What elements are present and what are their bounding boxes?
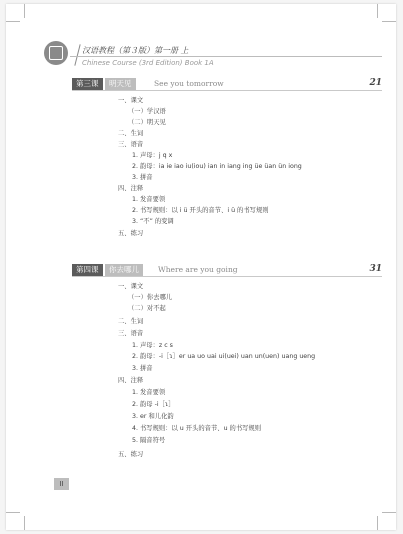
outline-item: 4. 书写规则：以 u 开头的音节、u 的书写规则 xyxy=(132,425,262,432)
crop-mark xyxy=(382,512,396,513)
crop-mark xyxy=(6,21,20,22)
outline-item: （一）你去哪儿 xyxy=(128,294,173,301)
outline-item: 3. er 和儿化韵 xyxy=(132,413,174,420)
lesson-page-number: 31 xyxy=(369,264,382,274)
outline-item: 四、注释 xyxy=(118,377,144,384)
outline-item: 一、课文 xyxy=(118,283,144,290)
outline-item: 3. 拼音 xyxy=(132,365,153,372)
lesson-english-title: See you tomorrow xyxy=(154,79,224,88)
outline-item: 1. 声母：z c s xyxy=(132,342,173,349)
outline-item: 3. 拼音 xyxy=(132,174,153,181)
header-divider xyxy=(74,44,80,66)
lesson-title: 你去哪儿 xyxy=(105,264,143,276)
outline-item: 二、生词 xyxy=(118,318,144,325)
crop-mark xyxy=(377,516,378,530)
crop-mark xyxy=(377,4,378,18)
outline-item: 2. 韵母 -i［ɿ］ xyxy=(132,401,175,408)
outline-item: 1. 声母：j q x xyxy=(132,152,173,159)
outline-item: 1. 发音要领 xyxy=(132,196,166,203)
outline-item: 3. “不” 的变调 xyxy=(132,218,174,225)
outline-item: 五、练习 xyxy=(118,451,144,458)
book-subtitle: Chinese Course (3rd Edition) Book 1A xyxy=(82,59,214,67)
crop-mark xyxy=(382,21,396,22)
lesson-3-heading xyxy=(72,78,382,90)
outline-item: 2. 韵母：-i［ɿ］er ua uo uai ui(uei) uan un(uen) uang ueng xyxy=(132,353,316,360)
book-logo-icon xyxy=(44,41,68,65)
lesson-english-title: Where are you going xyxy=(158,265,238,274)
lesson-number: 第三课 xyxy=(72,78,103,90)
outline-item: 5. 隔音符号 xyxy=(132,437,166,444)
lesson-4-heading xyxy=(72,264,382,276)
lesson-number: 第四课 xyxy=(72,264,103,276)
crop-mark xyxy=(24,4,25,18)
book-title: 汉语教程（第３版）第一册 上 xyxy=(82,46,189,55)
outline-item: 四、注释 xyxy=(118,185,144,192)
outline-item: 1. 发音要领 xyxy=(132,389,166,396)
outline-item: 三、语音 xyxy=(118,330,144,337)
outline-item: （二）对不起 xyxy=(128,305,166,312)
page-number: II xyxy=(54,478,69,490)
outline-item: 一、课文 xyxy=(118,97,144,104)
outline-item: 五、练习 xyxy=(118,230,144,237)
lesson-title: 明天见 xyxy=(105,78,136,90)
outline-item: （一）学汉语 xyxy=(128,108,166,115)
outline-item: 2. 书写规则：以 i ü 开头的音节、i ü 的书写规则 xyxy=(132,207,269,214)
lesson-page-number: 21 xyxy=(369,78,382,88)
outline-item: 2. 韵母：ia ie iao iu(iou) ian in iang ing üe üan ün iong xyxy=(132,163,302,170)
outline-item: （二）明天见 xyxy=(128,119,166,126)
outline-item: 二、生词 xyxy=(118,130,144,137)
header-rule xyxy=(70,56,382,57)
document-page xyxy=(6,4,396,530)
crop-mark xyxy=(6,512,20,513)
crop-mark xyxy=(24,516,25,530)
outline-item: 三、语音 xyxy=(118,141,144,148)
